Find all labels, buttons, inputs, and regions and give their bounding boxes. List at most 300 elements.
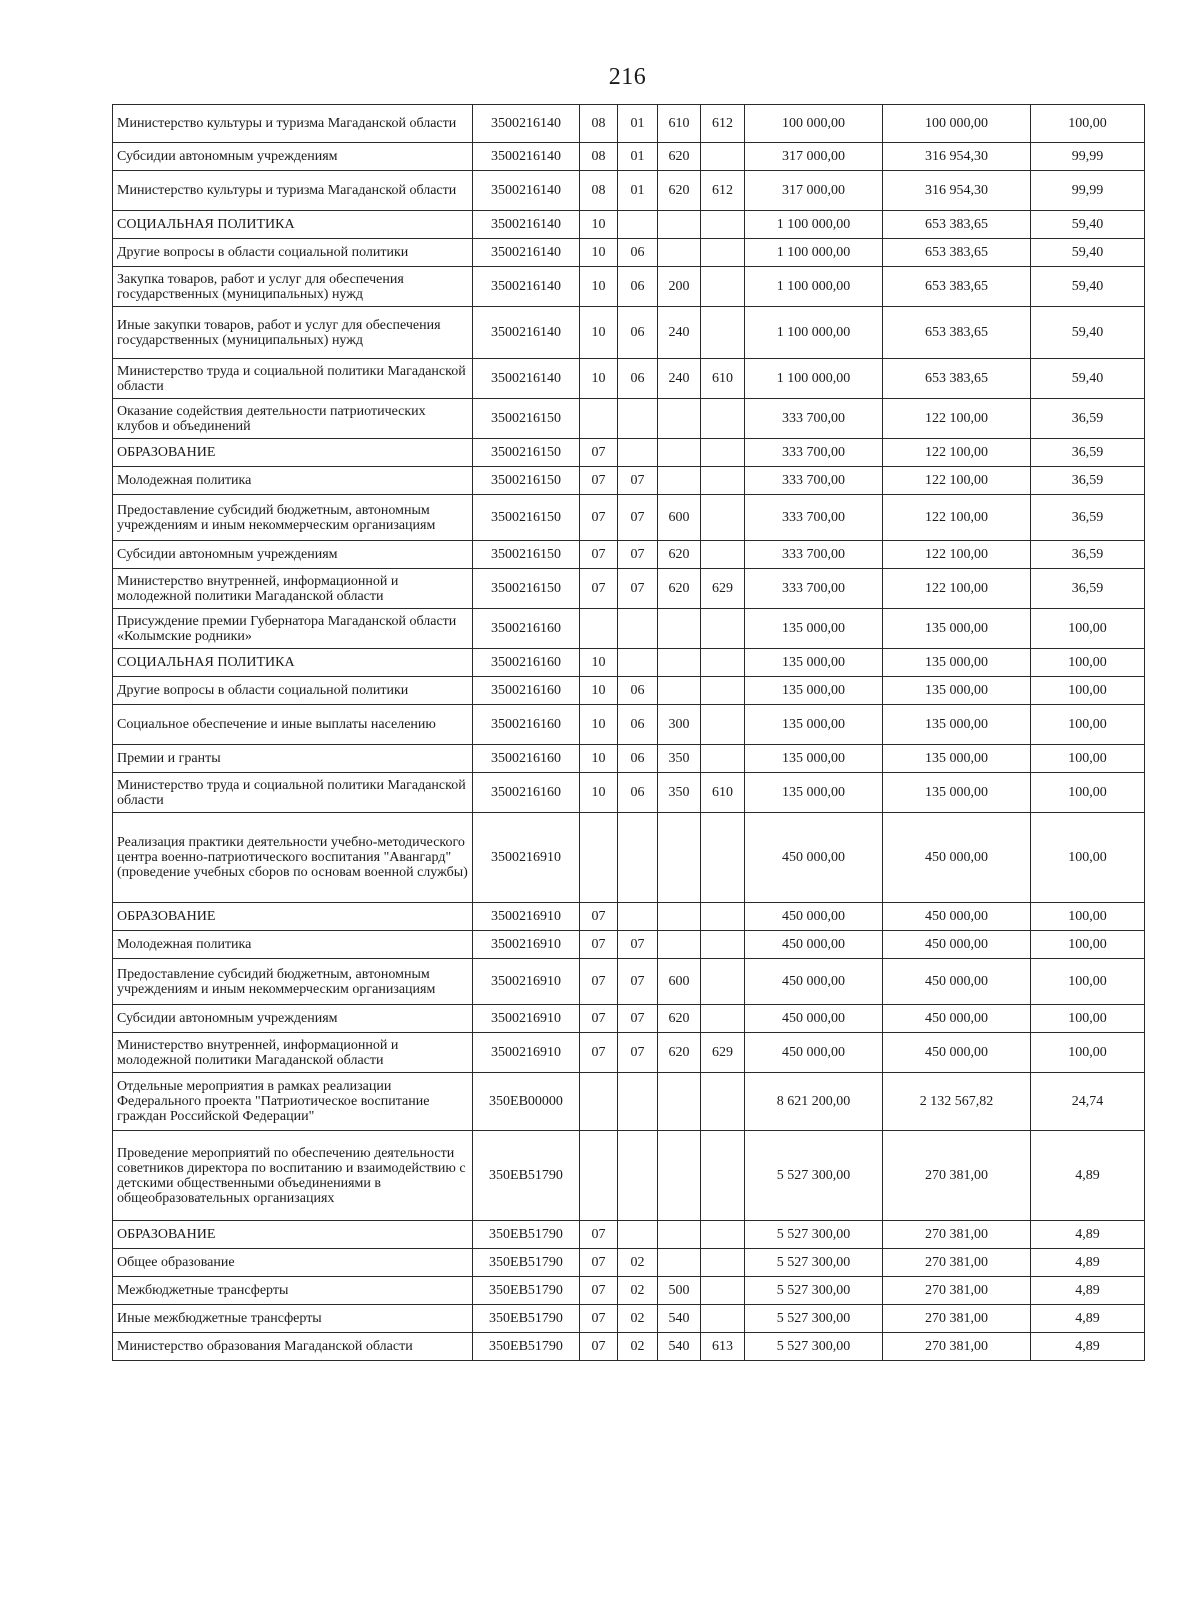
ministry-code-cell xyxy=(701,609,745,649)
actual-amount-cell: 270 381,00 xyxy=(883,1131,1031,1221)
target-code-cell: 3500216160 xyxy=(473,705,580,745)
target-code-cell: 3500216140 xyxy=(473,239,580,267)
target-code-cell: 3500216150 xyxy=(473,399,580,439)
plan-amount-cell: 450 000,00 xyxy=(745,1033,883,1073)
target-code-cell: 350EB51790 xyxy=(473,1333,580,1361)
subsection-cell: 07 xyxy=(618,959,658,1005)
subsection-cell: 06 xyxy=(618,267,658,307)
expense-type-cell: 350 xyxy=(658,745,701,773)
plan-amount-cell: 450 000,00 xyxy=(745,959,883,1005)
ministry-code-cell xyxy=(701,745,745,773)
subsection-cell: 07 xyxy=(618,541,658,569)
execution-percent-cell: 99,99 xyxy=(1031,143,1145,171)
execution-percent-cell: 100,00 xyxy=(1031,1033,1145,1073)
actual-amount-cell: 450 000,00 xyxy=(883,1033,1031,1073)
item-name-cell: Министерство внутренней, информационной и молодежной политики Магаданской области xyxy=(113,1033,473,1073)
actual-amount-cell: 653 383,65 xyxy=(883,307,1031,359)
table-row xyxy=(113,1221,1145,1249)
subsection-cell: 01 xyxy=(618,143,658,171)
expense-type-cell: 350 xyxy=(658,773,701,813)
page-number: 216 xyxy=(608,64,647,90)
ministry-code-cell: 612 xyxy=(701,171,745,211)
expense-type-cell: 240 xyxy=(658,307,701,359)
execution-percent-cell: 59,40 xyxy=(1031,239,1145,267)
subsection-cell: 06 xyxy=(618,705,658,745)
table-row xyxy=(113,105,1145,143)
execution-percent-cell: 59,40 xyxy=(1031,267,1145,307)
section-cell: 10 xyxy=(580,267,618,307)
execution-percent-cell: 100,00 xyxy=(1031,813,1145,903)
actual-amount-cell: 450 000,00 xyxy=(883,903,1031,931)
actual-amount-cell: 122 100,00 xyxy=(883,569,1031,609)
execution-percent-cell: 100,00 xyxy=(1031,105,1145,143)
plan-amount-cell: 5 527 300,00 xyxy=(745,1221,883,1249)
section-cell: 10 xyxy=(580,239,618,267)
actual-amount-cell: 450 000,00 xyxy=(883,959,1031,1005)
plan-amount-cell: 333 700,00 xyxy=(745,569,883,609)
target-code-cell: 3500216910 xyxy=(473,1005,580,1033)
section-cell: 07 xyxy=(580,903,618,931)
item-name-cell: Предоставление субсидий бюджетным, автономным учреждениям и иным некоммерческим организациям xyxy=(113,495,473,541)
plan-amount-cell: 1 100 000,00 xyxy=(745,359,883,399)
target-code-cell: 3500216140 xyxy=(473,307,580,359)
expense-type-cell: 240 xyxy=(658,359,701,399)
item-name-cell: Министерство труда и социальной политики Магаданской области xyxy=(113,773,473,813)
execution-percent-cell: 100,00 xyxy=(1031,959,1145,1005)
ministry-code-cell xyxy=(701,143,745,171)
expense-type-cell: 620 xyxy=(658,1005,701,1033)
actual-amount-cell: 122 100,00 xyxy=(883,399,1031,439)
item-name-cell: Министерство культуры и туризма Магаданской области xyxy=(113,171,473,211)
subsection-cell: 07 xyxy=(618,1033,658,1073)
expense-type-cell xyxy=(658,439,701,467)
ministry-code-cell xyxy=(701,903,745,931)
section-cell xyxy=(580,1073,618,1131)
expense-type-cell xyxy=(658,931,701,959)
target-code-cell: 3500216160 xyxy=(473,677,580,705)
target-code-cell: 3500216910 xyxy=(473,903,580,931)
actual-amount-cell: 122 100,00 xyxy=(883,495,1031,541)
section-cell xyxy=(580,813,618,903)
item-name-cell: СОЦИАЛЬНАЯ ПОЛИТИКА xyxy=(113,211,473,239)
execution-percent-cell: 100,00 xyxy=(1031,745,1145,773)
item-name-cell: Иные межбюджетные трансферты xyxy=(113,1305,473,1333)
table-row xyxy=(113,745,1145,773)
table-row xyxy=(113,1333,1145,1361)
table-row xyxy=(113,649,1145,677)
section-cell: 07 xyxy=(580,495,618,541)
subsection-cell: 06 xyxy=(618,359,658,399)
actual-amount-cell: 270 381,00 xyxy=(883,1277,1031,1305)
item-name-cell: ОБРАЗОВАНИЕ xyxy=(113,439,473,467)
expense-type-cell xyxy=(658,903,701,931)
execution-percent-cell: 59,40 xyxy=(1031,211,1145,239)
plan-amount-cell: 5 527 300,00 xyxy=(745,1333,883,1361)
ministry-code-cell xyxy=(701,931,745,959)
subsection-cell: 01 xyxy=(618,171,658,211)
subsection-cell: 06 xyxy=(618,773,658,813)
section-cell: 07 xyxy=(580,959,618,1005)
actual-amount-cell: 450 000,00 xyxy=(883,813,1031,903)
section-cell: 07 xyxy=(580,569,618,609)
expense-type-cell: 620 xyxy=(658,143,701,171)
section-cell: 10 xyxy=(580,211,618,239)
subsection-cell: 01 xyxy=(618,105,658,143)
budget-table xyxy=(112,104,1145,1361)
execution-percent-cell: 100,00 xyxy=(1031,1005,1145,1033)
table-row xyxy=(113,267,1145,307)
actual-amount-cell: 270 381,00 xyxy=(883,1249,1031,1277)
table-row xyxy=(113,143,1145,171)
actual-amount-cell: 122 100,00 xyxy=(883,439,1031,467)
execution-percent-cell: 4,89 xyxy=(1031,1305,1145,1333)
plan-amount-cell: 450 000,00 xyxy=(745,1005,883,1033)
execution-percent-cell: 100,00 xyxy=(1031,609,1145,649)
table-row xyxy=(113,903,1145,931)
expense-type-cell: 540 xyxy=(658,1305,701,1333)
actual-amount-cell: 135 000,00 xyxy=(883,609,1031,649)
subsection-cell: 02 xyxy=(618,1305,658,1333)
expense-type-cell: 620 xyxy=(658,541,701,569)
plan-amount-cell: 450 000,00 xyxy=(745,903,883,931)
actual-amount-cell: 135 000,00 xyxy=(883,649,1031,677)
target-code-cell: 3500216910 xyxy=(473,1033,580,1073)
table-body xyxy=(113,105,1145,1361)
section-cell: 10 xyxy=(580,705,618,745)
item-name-cell: Присуждение премии Губернатора Магаданской области «Колымские родники» xyxy=(113,609,473,649)
target-code-cell: 350EB51790 xyxy=(473,1221,580,1249)
target-code-cell: 3500216160 xyxy=(473,745,580,773)
execution-percent-cell: 4,89 xyxy=(1031,1249,1145,1277)
ministry-code-cell xyxy=(701,1073,745,1131)
subsection-cell xyxy=(618,1073,658,1131)
ministry-code-cell: 629 xyxy=(701,1033,745,1073)
table-row xyxy=(113,359,1145,399)
ministry-code-cell xyxy=(701,267,745,307)
target-code-cell: 350EB51790 xyxy=(473,1249,580,1277)
table-row xyxy=(113,677,1145,705)
section-cell: 07 xyxy=(580,1305,618,1333)
execution-percent-cell: 100,00 xyxy=(1031,931,1145,959)
table-row xyxy=(113,705,1145,745)
plan-amount-cell: 317 000,00 xyxy=(745,143,883,171)
section-cell: 07 xyxy=(580,1277,618,1305)
actual-amount-cell: 450 000,00 xyxy=(883,1005,1031,1033)
ministry-code-cell xyxy=(701,541,745,569)
item-name-cell: Другие вопросы в области социальной политики xyxy=(113,677,473,705)
execution-percent-cell: 4,89 xyxy=(1031,1131,1145,1221)
section-cell: 08 xyxy=(580,105,618,143)
execution-percent-cell: 99,99 xyxy=(1031,171,1145,211)
subsection-cell xyxy=(618,211,658,239)
execution-percent-cell: 4,89 xyxy=(1031,1333,1145,1361)
subsection-cell: 02 xyxy=(618,1333,658,1361)
section-cell: 10 xyxy=(580,677,618,705)
ministry-code-cell xyxy=(701,649,745,677)
section-cell xyxy=(580,609,618,649)
table-row xyxy=(113,959,1145,1005)
item-name-cell: Министерство труда и социальной политики Магаданской области xyxy=(113,359,473,399)
plan-amount-cell: 8 621 200,00 xyxy=(745,1073,883,1131)
plan-amount-cell: 5 527 300,00 xyxy=(745,1277,883,1305)
item-name-cell: ОБРАЗОВАНИЕ xyxy=(113,1221,473,1249)
actual-amount-cell: 270 381,00 xyxy=(883,1221,1031,1249)
actual-amount-cell: 270 381,00 xyxy=(883,1333,1031,1361)
plan-amount-cell: 1 100 000,00 xyxy=(745,307,883,359)
execution-percent-cell: 36,59 xyxy=(1031,399,1145,439)
plan-amount-cell: 135 000,00 xyxy=(745,609,883,649)
expense-type-cell xyxy=(658,1131,701,1221)
item-name-cell: Оказание содействия деятельности патриотических клубов и объединений xyxy=(113,399,473,439)
subsection-cell: 06 xyxy=(618,307,658,359)
ministry-code-cell xyxy=(701,239,745,267)
item-name-cell: Социальное обеспечение и иные выплаты населению xyxy=(113,705,473,745)
subsection-cell xyxy=(618,439,658,467)
expense-type-cell: 620 xyxy=(658,171,701,211)
table-row xyxy=(113,1033,1145,1073)
target-code-cell: 3500216150 xyxy=(473,467,580,495)
plan-amount-cell: 135 000,00 xyxy=(745,705,883,745)
section-cell: 07 xyxy=(580,1033,618,1073)
execution-percent-cell: 100,00 xyxy=(1031,649,1145,677)
section-cell: 07 xyxy=(580,1221,618,1249)
subsection-cell: 07 xyxy=(618,1005,658,1033)
ministry-code-cell xyxy=(701,211,745,239)
target-code-cell: 350EB51790 xyxy=(473,1305,580,1333)
execution-percent-cell: 4,89 xyxy=(1031,1221,1145,1249)
item-name-cell: Министерство образования Магаданской области xyxy=(113,1333,473,1361)
expense-type-cell: 620 xyxy=(658,569,701,609)
subsection-cell: 02 xyxy=(618,1277,658,1305)
actual-amount-cell: 653 383,65 xyxy=(883,239,1031,267)
execution-percent-cell: 36,59 xyxy=(1031,439,1145,467)
actual-amount-cell: 450 000,00 xyxy=(883,931,1031,959)
expense-type-cell xyxy=(658,649,701,677)
subsection-cell xyxy=(618,1131,658,1221)
actual-amount-cell: 122 100,00 xyxy=(883,467,1031,495)
execution-percent-cell: 36,59 xyxy=(1031,495,1145,541)
table-row xyxy=(113,171,1145,211)
actual-amount-cell: 316 954,30 xyxy=(883,143,1031,171)
ministry-code-cell xyxy=(701,813,745,903)
expense-type-cell xyxy=(658,1073,701,1131)
section-cell: 07 xyxy=(580,467,618,495)
plan-amount-cell: 5 527 300,00 xyxy=(745,1131,883,1221)
expense-type-cell xyxy=(658,399,701,439)
target-code-cell: 3500216910 xyxy=(473,931,580,959)
ministry-code-cell xyxy=(701,1005,745,1033)
target-code-cell: 3500216160 xyxy=(473,649,580,677)
plan-amount-cell: 135 000,00 xyxy=(745,649,883,677)
plan-amount-cell: 333 700,00 xyxy=(745,495,883,541)
execution-percent-cell: 100,00 xyxy=(1031,705,1145,745)
section-cell: 07 xyxy=(580,439,618,467)
actual-amount-cell: 100 000,00 xyxy=(883,105,1031,143)
section-cell: 10 xyxy=(580,745,618,773)
table-row xyxy=(113,569,1145,609)
ministry-code-cell xyxy=(701,677,745,705)
target-code-cell: 3500216150 xyxy=(473,439,580,467)
expense-type-cell xyxy=(658,467,701,495)
table-row xyxy=(113,1305,1145,1333)
execution-percent-cell: 36,59 xyxy=(1031,569,1145,609)
subsection-cell xyxy=(618,813,658,903)
target-code-cell: 3500216910 xyxy=(473,959,580,1005)
section-cell: 10 xyxy=(580,359,618,399)
target-code-cell: 3500216150 xyxy=(473,569,580,609)
ministry-code-cell xyxy=(701,439,745,467)
expense-type-cell: 500 xyxy=(658,1277,701,1305)
expense-type-cell: 610 xyxy=(658,105,701,143)
table-row xyxy=(113,773,1145,813)
expense-type-cell: 620 xyxy=(658,1033,701,1073)
plan-amount-cell: 450 000,00 xyxy=(745,931,883,959)
execution-percent-cell: 36,59 xyxy=(1031,467,1145,495)
item-name-cell: Иные закупки товаров, работ и услуг для обеспечения государственных (муниципальных) нужд xyxy=(113,307,473,359)
target-code-cell: 3500216140 xyxy=(473,105,580,143)
plan-amount-cell: 333 700,00 xyxy=(745,439,883,467)
plan-amount-cell: 1 100 000,00 xyxy=(745,211,883,239)
ministry-code-cell: 612 xyxy=(701,105,745,143)
table-row xyxy=(113,541,1145,569)
execution-percent-cell: 100,00 xyxy=(1031,903,1145,931)
table-row xyxy=(113,439,1145,467)
expense-type-cell: 540 xyxy=(658,1333,701,1361)
item-name-cell: Министерство внутренней, информационной и молодежной политики Магаданской области xyxy=(113,569,473,609)
section-cell: 07 xyxy=(580,1005,618,1033)
subsection-cell: 07 xyxy=(618,467,658,495)
target-code-cell: 3500216160 xyxy=(473,609,580,649)
plan-amount-cell: 333 700,00 xyxy=(745,541,883,569)
item-name-cell: Общее образование xyxy=(113,1249,473,1277)
section-cell: 07 xyxy=(580,1249,618,1277)
actual-amount-cell: 135 000,00 xyxy=(883,773,1031,813)
ministry-code-cell xyxy=(701,1277,745,1305)
plan-amount-cell: 1 100 000,00 xyxy=(745,267,883,307)
actual-amount-cell: 135 000,00 xyxy=(883,677,1031,705)
ministry-code-cell xyxy=(701,705,745,745)
target-code-cell: 3500216140 xyxy=(473,211,580,239)
execution-percent-cell: 100,00 xyxy=(1031,677,1145,705)
plan-amount-cell: 1 100 000,00 xyxy=(745,239,883,267)
ministry-code-cell xyxy=(701,307,745,359)
expense-type-cell xyxy=(658,677,701,705)
target-code-cell: 3500216910 xyxy=(473,813,580,903)
subsection-cell xyxy=(618,609,658,649)
subsection-cell: 07 xyxy=(618,569,658,609)
item-name-cell: Закупка товаров, работ и услуг для обеспечения государственных (муниципальных) нужд xyxy=(113,267,473,307)
actual-amount-cell: 653 383,65 xyxy=(883,267,1031,307)
subsection-cell: 07 xyxy=(618,931,658,959)
target-code-cell: 3500216140 xyxy=(473,143,580,171)
execution-percent-cell: 59,40 xyxy=(1031,359,1145,399)
expense-type-cell xyxy=(658,1221,701,1249)
section-cell xyxy=(580,1131,618,1221)
item-name-cell: Молодежная политика xyxy=(113,931,473,959)
actual-amount-cell: 122 100,00 xyxy=(883,541,1031,569)
actual-amount-cell: 135 000,00 xyxy=(883,745,1031,773)
table-row xyxy=(113,1073,1145,1131)
section-cell xyxy=(580,399,618,439)
target-code-cell: 3500216150 xyxy=(473,495,580,541)
actual-amount-cell: 135 000,00 xyxy=(883,705,1031,745)
item-name-cell: Субсидии автономным учреждениям xyxy=(113,143,473,171)
ministry-code-cell: 610 xyxy=(701,359,745,399)
ministry-code-cell xyxy=(701,1221,745,1249)
item-name-cell: Министерство культуры и туризма Магаданской области xyxy=(113,105,473,143)
plan-amount-cell: 135 000,00 xyxy=(745,745,883,773)
expense-type-cell xyxy=(658,609,701,649)
subsection-cell xyxy=(618,649,658,677)
target-code-cell: 3500216160 xyxy=(473,773,580,813)
plan-amount-cell: 135 000,00 xyxy=(745,677,883,705)
expense-type-cell: 600 xyxy=(658,495,701,541)
item-name-cell: Премии и гранты xyxy=(113,745,473,773)
target-code-cell: 3500216150 xyxy=(473,541,580,569)
section-cell: 10 xyxy=(580,307,618,359)
item-name-cell: Реализация практики деятельности учебно-методического центра военно-патриотического воспитания "Авангард" (проведение учебных сборов по основам военной службы) xyxy=(113,813,473,903)
plan-amount-cell: 5 527 300,00 xyxy=(745,1305,883,1333)
target-code-cell: 3500216140 xyxy=(473,171,580,211)
subsection-cell: 06 xyxy=(618,745,658,773)
plan-amount-cell: 450 000,00 xyxy=(745,813,883,903)
ministry-code-cell xyxy=(701,959,745,1005)
subsection-cell xyxy=(618,903,658,931)
table-row xyxy=(113,211,1145,239)
table-row xyxy=(113,1131,1145,1221)
ministry-code-cell xyxy=(701,399,745,439)
ministry-code-cell xyxy=(701,1305,745,1333)
item-name-cell: Межбюджетные трансферты xyxy=(113,1277,473,1305)
expense-type-cell: 300 xyxy=(658,705,701,745)
table-row xyxy=(113,1249,1145,1277)
item-name-cell: СОЦИАЛЬНАЯ ПОЛИТИКА xyxy=(113,649,473,677)
actual-amount-cell: 653 383,65 xyxy=(883,211,1031,239)
item-name-cell: Другие вопросы в области социальной политики xyxy=(113,239,473,267)
actual-amount-cell: 2 132 567,82 xyxy=(883,1073,1031,1131)
table-row xyxy=(113,399,1145,439)
ministry-code-cell xyxy=(701,467,745,495)
execution-percent-cell: 100,00 xyxy=(1031,773,1145,813)
item-name-cell: Проведение мероприятий по обеспечению деятельности советников директора по воспитанию и взаимодействию с детскими общественными объединениями в общеобразовательных организациях xyxy=(113,1131,473,1221)
target-code-cell: 350EB51790 xyxy=(473,1131,580,1221)
subsection-cell xyxy=(618,399,658,439)
table-row xyxy=(113,239,1145,267)
expense-type-cell xyxy=(658,211,701,239)
table-row xyxy=(113,307,1145,359)
plan-amount-cell: 100 000,00 xyxy=(745,105,883,143)
ministry-code-cell: 610 xyxy=(701,773,745,813)
item-name-cell: Предоставление субсидий бюджетным, автономным учреждениям и иным некоммерческим организациям xyxy=(113,959,473,1005)
ministry-code-cell xyxy=(701,1131,745,1221)
ministry-code-cell xyxy=(701,1249,745,1277)
item-name-cell: Субсидии автономным учреждениям xyxy=(113,1005,473,1033)
plan-amount-cell: 333 700,00 xyxy=(745,399,883,439)
execution-percent-cell: 36,59 xyxy=(1031,541,1145,569)
item-name-cell: Отдельные мероприятия в рамках реализации Федерального проекта "Патриотическое воспитание граждан Российской Федерации" xyxy=(113,1073,473,1131)
section-cell: 07 xyxy=(580,931,618,959)
plan-amount-cell: 135 000,00 xyxy=(745,773,883,813)
actual-amount-cell: 653 383,65 xyxy=(883,359,1031,399)
target-code-cell: 3500216140 xyxy=(473,267,580,307)
expense-type-cell: 600 xyxy=(658,959,701,1005)
item-name-cell: ОБРАЗОВАНИЕ xyxy=(113,903,473,931)
subsection-cell: 07 xyxy=(618,495,658,541)
table-row xyxy=(113,813,1145,903)
table-row xyxy=(113,495,1145,541)
expense-type-cell xyxy=(658,813,701,903)
target-code-cell: 350EB00000 xyxy=(473,1073,580,1131)
